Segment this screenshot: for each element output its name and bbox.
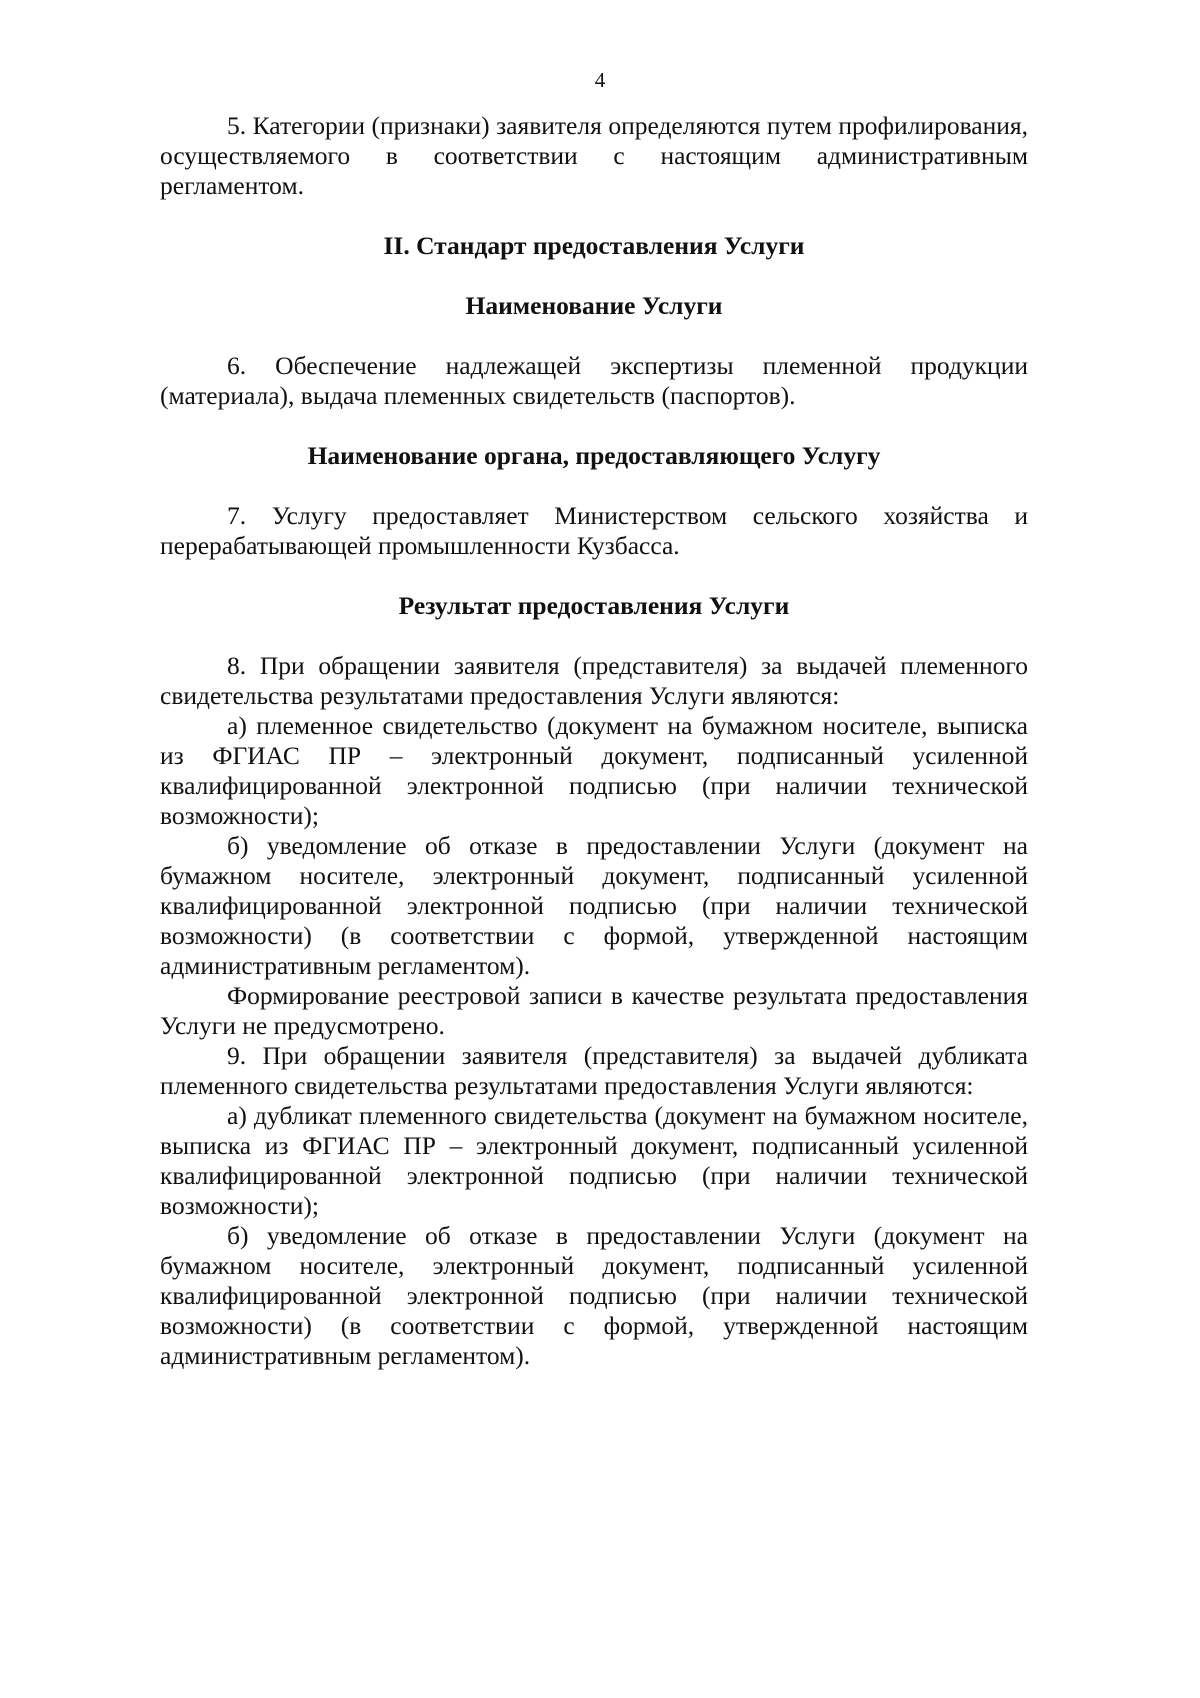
paragraph-9b: б) уведомление об отказе в предоставлении Услуги (документ на бумажном носителе, электронный документ, подписанный усиленной квалифицированной электронной подписью (при наличии технической возможности) (в соответствии с формой, утвержденной настоящим административным регламентом). — [160, 1221, 1028, 1370]
paragraph-7: 7. Услугу предоставляет Министерством сельского хозяйства и перерабатывающей промышленности Кузбасса. — [160, 501, 1028, 560]
heading-service-name: Наименование Услуги — [465, 291, 723, 320]
paragraph-8a: а) племенное свидетельство (документ на бумажном носителе, выписка из ФГИАС ПР – электронный документ, подписанный усиленной квалифицированной электронной подписью (при наличии технической возможности); — [160, 711, 1028, 830]
paragraph-9a: а) дубликат племенного свидетельства (документ на бумажном носителе, выписка из ФГИАС ПР – электронный документ, подписанный усиленной квалифицированной электронной подписью (при наличии технической возможности); — [160, 1101, 1028, 1220]
heading-authority: Наименование органа, предоставляющего Услугу — [307, 441, 881, 470]
heading-result: Результат предоставления Услуги — [398, 591, 790, 620]
paragraph-8-registry: Формирование реестровой записи в качестве результата предоставления Услуги не предусмотрено. — [160, 981, 1028, 1040]
paragraph-6: 6. Обеспечение надлежащей экспертизы племенной продукции (материала), выдача племенных свидетельств (паспортов). — [160, 351, 1028, 410]
paragraph-8: 8. При обращении заявителя (представителя) за выдачей племенного свидетельства результатами предоставления Услуги являются: — [160, 651, 1028, 710]
paragraph-5: 5. Категории (признаки) заявителя определяются путем профилирования, осуществляемого в соответствии с настоящим административным регламентом. — [160, 111, 1028, 200]
paragraph-8b: б) уведомление об отказе в предоставлении Услуги (документ на бумажном носителе, электронный документ, подписанный усиленной квалифицированной электронной подписью (при наличии технической возможности) (в соответствии с формой, утвержденной настоящим административным регламентом). — [160, 831, 1028, 980]
section-title: II. Стандарт предоставления Услуги — [383, 231, 805, 260]
document-body — [160, 111, 1028, 1371]
page-number: 4 — [594, 68, 606, 92]
paragraph-9: 9. При обращении заявителя (представителя) за выдачей дубликата племенного свидетельства результатами предоставления Услуги являются: — [160, 1041, 1028, 1100]
